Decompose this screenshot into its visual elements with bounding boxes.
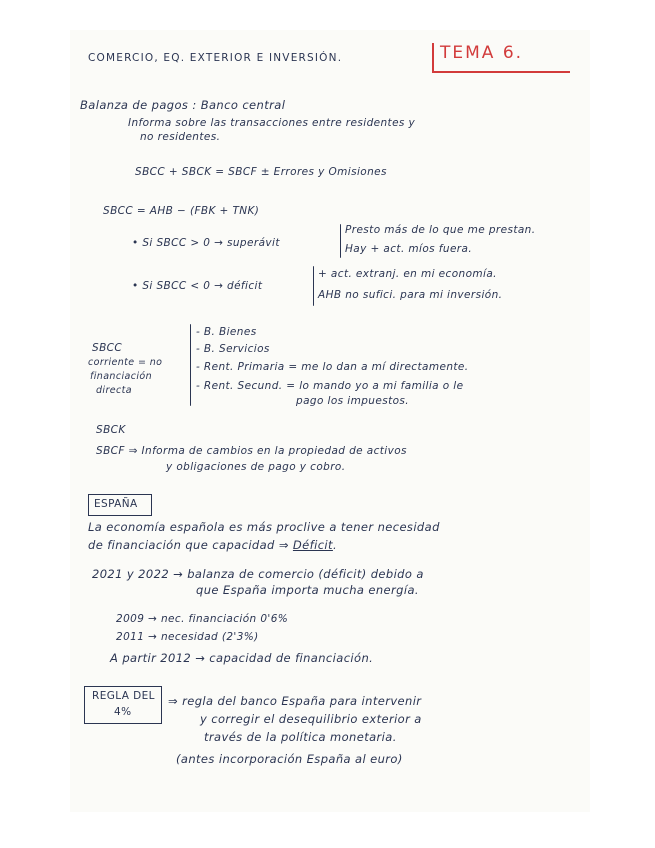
sbcc-formula: SBCC = AHB − (FBK + TNK)	[103, 205, 260, 217]
sbcc-item: - Rent. Primaria = me lo dan a mí directamente.	[196, 361, 469, 373]
sbcc-item: - B. Servicios	[196, 343, 270, 355]
espana-paragraph-line2	[88, 538, 337, 552]
espana-paragraph-line1: La economía española es más proclive a tener necesidad	[88, 520, 440, 534]
balanza-desc-line2: no residentes.	[140, 131, 221, 143]
year-2009-note: 2009 → nec. financiación 0'6%	[116, 613, 289, 625]
regla-box-line2: 4%	[114, 706, 132, 718]
superavit-condition: • Si SBCC > 0 → superávit	[132, 237, 280, 249]
sbcc-item: pago los impuestos.	[296, 395, 410, 407]
deficit-line1: + act. extranj. en mi economía.	[318, 268, 497, 280]
regla-text-line1: ⇒ regla del banco España para intervenir	[168, 694, 422, 708]
sbcc-item: - Rent. Secund. = lo mando yo a mi familia o le	[196, 380, 464, 392]
deficit-underlined: Déficit	[292, 538, 333, 552]
subject-title: COMERCIO, EQ. EXTERIOR E INVERSIÓN.	[88, 52, 343, 64]
sbcc-item: - B. Bienes	[196, 326, 257, 338]
brace	[313, 266, 314, 306]
espana-label: ESPAÑA	[94, 498, 138, 510]
balanza-heading: Balanza de pagos : Banco central	[80, 98, 286, 112]
sbcc-label: SBCC	[92, 342, 123, 354]
tema-title: TEMA 6.	[432, 43, 570, 73]
sbcc-label-line3: financiación	[90, 371, 153, 382]
sbcc-label-line2: corriente = no	[88, 357, 163, 368]
regla-text-line2: y corregir el desequilibrio exterior a	[200, 712, 422, 726]
brace	[340, 224, 341, 258]
deficit-condition: • Si SBCC < 0 → déficit	[132, 280, 263, 292]
year-2011-note: 2011 → necesidad (2'3%)	[116, 631, 259, 643]
balanza-desc-line1: Informa sobre las transacciones entre residentes y	[128, 117, 416, 129]
regla-box-line1: REGLA DEL	[92, 690, 155, 702]
sbcf-line1: SBCF ⇒ Informa de cambios en la propiedad de activos	[96, 445, 407, 457]
regla-text-line4: (antes incorporación España al euro)	[176, 752, 403, 766]
years-2021-2022-line2: que España importa mucha energía.	[196, 583, 419, 597]
superavit-line1: Presto más de lo que me prestan.	[345, 224, 536, 236]
sbcf-line2: y obligaciones de pago y cobro.	[166, 461, 346, 473]
sbck-label: SBCK	[96, 424, 126, 436]
espana-paragraph-text: de financiación que capacidad ⇒	[88, 538, 293, 552]
superavit-line2: Hay + act. míos fuera.	[345, 243, 473, 255]
deficit-line2: AHB no sufici. para mi inversión.	[318, 289, 503, 301]
year-2012-note: A partir 2012 → capacidad de financiación.	[110, 651, 374, 665]
years-2021-2022-line1: 2021 y 2022 → balanza de comercio (déficit) debido a	[92, 567, 424, 581]
brace	[190, 324, 191, 406]
sbcc-label-line4: directa	[96, 385, 132, 396]
regla-text-line3: través de la política monetaria.	[204, 730, 397, 744]
balance-equation: SBCC + SBCK = SBCF ± Errores y Omisiones	[135, 166, 387, 178]
period: .	[332, 538, 337, 552]
